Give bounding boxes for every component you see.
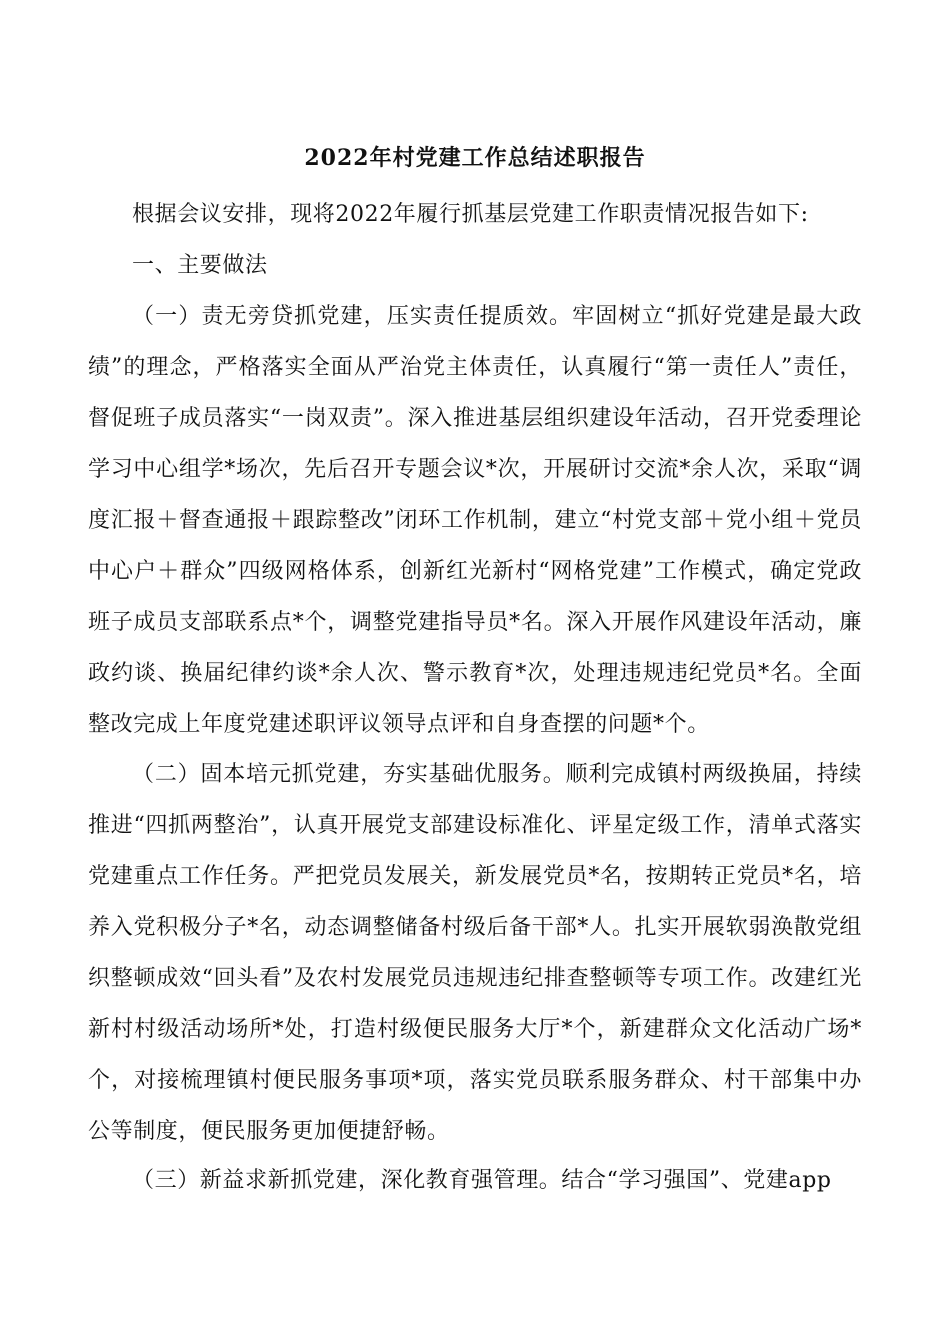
document-title: 2022年村党建工作总结述职报告 [304, 145, 646, 171]
section-3-paragraph: （三）新益求新抓党建，深化教育强管理。结合“学习强国”、党建app [132, 1168, 832, 1193]
section-2-paragraph: （二）固本培元抓党建，夯实基础优服务。顺利完成镇村两级换届，持续推进“四抓两整治”，认真开展党支部建设标准化、评星定级工作，清单式落实党建重点工作任务。严把党员发展关，新发展党员*名，按期转正党员*名，培养入党积极分子*名，动态调整储备村级后备干部*人。扎实开展软弱涣散党组织整顿成效“回头看”及农村发展党员违规违纪排查整顿等专项工作。改建红光新村村级活动场所*处，打造村级便民服务大厅*个，新建群众文化活动广场*个，对接梳理镇村便民服务事项*项，落实党员联系服务群众、村干部集中办公等制度，便民服务更加便捷舒畅。 [88, 762, 862, 1144]
intro-paragraph: 根据会议安排，现将2022年履行抓基层党建工作职责情况报告如下: [132, 202, 809, 227]
section-1-paragraph: （一）责无旁贷抓党建，压实责任提质效。牢固树立“抓好党建是最大政绩”的理念，严格落实全面从严治党主体责任，认真履行“第一责任人”责任，督促班子成员落实“一岗双责”。深入推进基层组织建设年活动，召开党委理论学习中心组学*场次，先后召开专题会议*次，开展研讨交流*余人次，采取“调度汇报＋督查通报＋跟踪整改”闭环工作机制，建立“村党支部＋党小组＋党员中心户＋群众”四级网格体系，创新红光新村“网格党建”工作模式，确定党政班子成员支部联系点*个，调整党建指导员*名。深入开展作风建设年活动，廉政约谈、换届纪律约谈*余人次、警示教育*次，处理违规违纪党员*名。全面整改完成上年度党建述职评议领导点评和自身查摆的问题*个。 [88, 304, 862, 737]
section-heading: 一、主要做法 [132, 253, 268, 278]
